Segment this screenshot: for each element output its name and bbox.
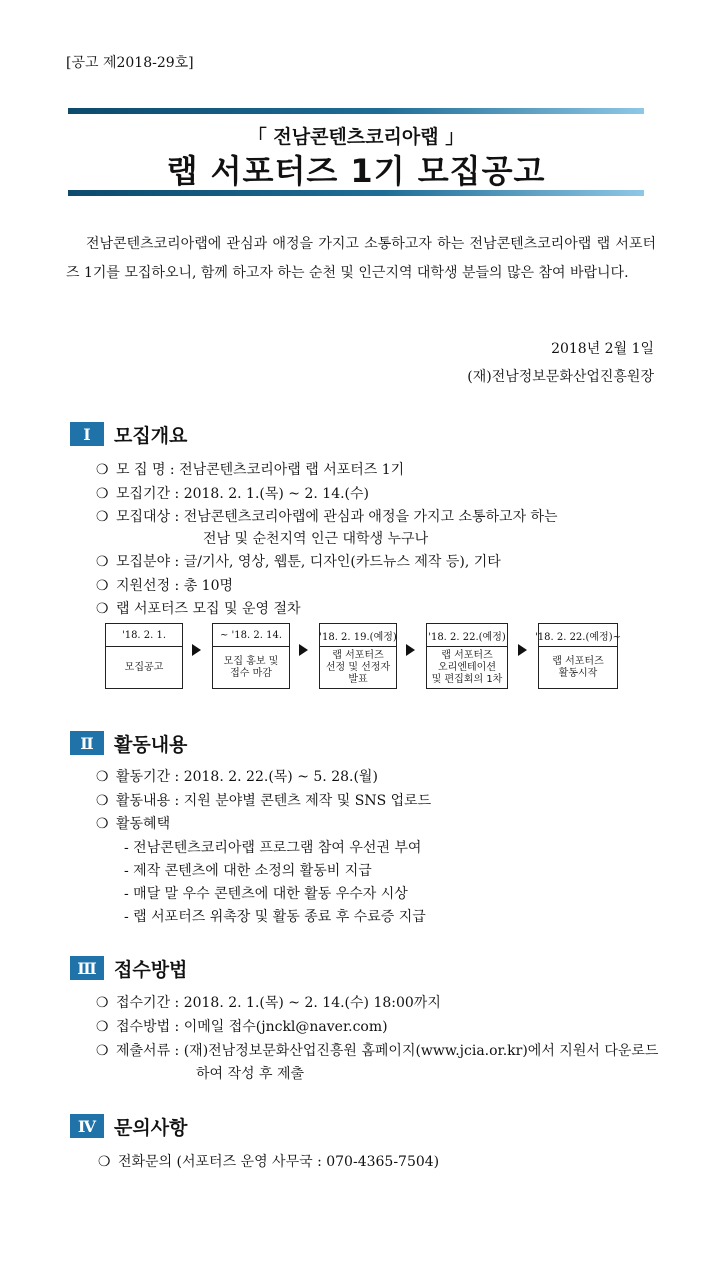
flow-step-date: '18. 2. 19.(예정) — [320, 624, 396, 647]
bullet-circle-icon: ❍ — [96, 1043, 109, 1059]
document-subtitle: 「 전남콘텐츠코리아랩 」 — [247, 126, 465, 148]
section-numeral: Ⅰ — [70, 422, 104, 446]
flow-step-date: '18. 2. 22.(예정)~ — [539, 624, 617, 647]
benefit-item: - 전남콘텐츠코리아랩 프로그램 참여 우선권 부여 — [124, 840, 422, 856]
section-heading-activities — [70, 730, 187, 756]
flow-step — [319, 623, 397, 689]
bullet-circle-icon: ❍ — [96, 816, 109, 832]
bullet-circle-icon: ❍ — [96, 486, 109, 502]
arrow-right-icon — [518, 644, 527, 656]
section-title: 문의사항 — [114, 1116, 188, 1139]
list-item: ❍ 지원선정 : 총 10명 — [96, 578, 234, 594]
section-numeral: Ⅲ — [70, 956, 104, 980]
flow-step-date: ~ '18. 2. 14. — [213, 624, 289, 647]
section-numeral: Ⅱ — [70, 731, 104, 755]
section-numeral: Ⅳ — [70, 1114, 104, 1138]
flow-step-label: 랩 서포터즈 활동시작 — [552, 655, 604, 679]
bullet-circle-icon: ❍ — [96, 1019, 109, 1035]
section-title: 접수방법 — [114, 958, 188, 981]
section-title: 모집개요 — [114, 424, 188, 447]
benefit-item: - 랩 서포터즈 위촉장 및 활동 종료 후 수료증 지급 — [124, 909, 426, 925]
issuing-organization: (재)전남정보문화산업진흥원장 — [467, 369, 654, 385]
document-title: 랩 서포터즈 1기 모집공고 — [166, 152, 546, 190]
bullet-circle-icon: ❍ — [96, 462, 109, 478]
arrow-right-icon — [192, 644, 201, 656]
list-item: ❍ 접수방법 : 이메일 접수(jnckl@naver.com) — [96, 1019, 388, 1035]
flow-step — [426, 623, 508, 689]
list-item: ❍ 활동내용 : 지원 분야별 콘텐츠 제작 및 SNS 업로드 — [96, 793, 432, 809]
flow-step — [105, 623, 183, 689]
list-item: ❍ 모 집 명 : 전남콘텐츠코리아랩 랩 서포터즈 1기 — [96, 462, 405, 478]
bullet-circle-icon: ❍ — [96, 793, 109, 809]
bullet-circle-icon: ❍ — [96, 601, 109, 617]
flow-step-label: 모집공고 — [124, 661, 164, 673]
list-item: ❍ 모집대상 : 전남콘텐츠코리아랩에 관심과 애정을 가지고 소통하고자 하는 — [96, 509, 558, 525]
flow-step — [212, 623, 290, 689]
list-item: ❍ 랩 서포터즈 모집 및 운영 절차 — [96, 601, 301, 617]
flow-step-date: '18. 2. 1. — [106, 624, 182, 647]
bullet-circle-icon: ❍ — [98, 1154, 111, 1170]
list-item: ❍ 모집기간 : 2018. 2. 1.(목) ~ 2. 14.(수) — [96, 486, 370, 502]
section-heading-inquiries — [70, 1113, 187, 1139]
bullet-circle-icon: ❍ — [96, 995, 109, 1011]
list-item: ❍ 제출서류 : (재)전남정보문화산업진흥원 홈페이지(www.jcia.or.kr)에서 지원서 다운로드 — [96, 1043, 659, 1059]
flow-step — [535, 623, 621, 689]
list-item: ❍ 모집분야 : 글/기사, 영상, 웹툰, 디자인(카드뉴스 제작 등), 기타 — [96, 554, 501, 570]
arrow-right-icon — [299, 644, 308, 656]
bullet-circle-icon: ❍ — [96, 769, 109, 785]
section-heading-application — [70, 955, 187, 981]
list-item: ❍ 활동기간 : 2018. 2. 22.(목) ~ 5. 28.(월) — [96, 769, 378, 785]
list-item: ❍ 활동혜택 — [96, 816, 171, 832]
notice-number: [공고 제2018-29호] — [66, 55, 194, 71]
section-heading-overview — [70, 421, 187, 447]
intro-paragraph: 전남콘텐츠코리아랩에 관심과 애정을 가지고 소통하고자 하는 전남콘텐츠코리아랩 랩 서포터즈 1기를 모집하오니, 함께 하고자 하는 순천 및 인근지역 대학생 분들의 많은 참여 바랍니다. — [66, 236, 656, 281]
list-item: ❍ 전화문의 (서포터즈 운영 사무국 : 070-4365-7504) — [98, 1154, 440, 1170]
list-item-continuation: 전남 및 순천지역 인근 대학생 누구나 — [203, 531, 429, 547]
flow-step-label: 랩 서포터즈 오리엔테이션 및 편집회의 1차 — [431, 649, 503, 685]
title-bottom-bar — [68, 190, 644, 196]
benefit-item: - 매달 말 우수 콘텐츠에 대한 활동 우수자 시상 — [124, 886, 408, 902]
flow-step-label: 모집 홍보 및 접수 마감 — [223, 655, 279, 679]
bullet-circle-icon: ❍ — [96, 578, 109, 594]
bullet-circle-icon: ❍ — [96, 509, 109, 525]
title-top-bar — [68, 108, 644, 114]
benefit-item: - 제작 콘텐츠에 대한 소정의 활동비 지급 — [124, 863, 372, 879]
flow-step-label: 랩 서포터즈 선정 및 선정자 발표 — [325, 649, 391, 685]
notice-date: 2018년 2월 1일 — [551, 341, 654, 357]
list-item-continuation: 하여 작성 후 제출 — [196, 1066, 305, 1082]
arrow-right-icon — [406, 644, 415, 656]
flow-step-date: '18. 2. 22.(예정) — [427, 624, 507, 647]
list-item: ❍ 접수기간 : 2018. 2. 1.(목) ~ 2. 14.(수) 18:00까지 — [96, 995, 441, 1011]
section-title: 활동내용 — [114, 733, 188, 756]
bullet-circle-icon: ❍ — [96, 554, 109, 570]
